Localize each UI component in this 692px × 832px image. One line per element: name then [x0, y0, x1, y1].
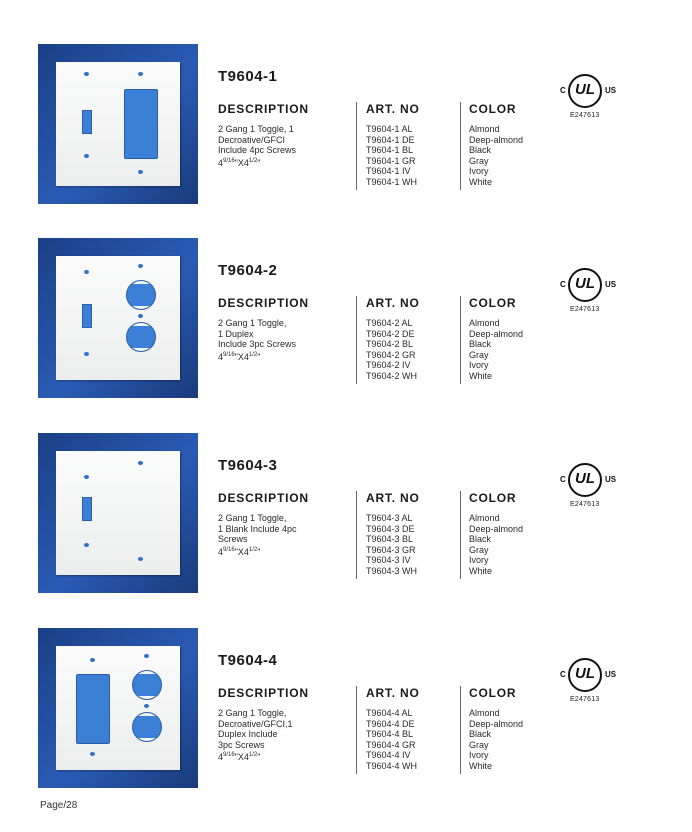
art-no-item: T9604-1 WH — [366, 176, 418, 187]
screw-hole — [90, 658, 95, 662]
duplex-outlet-cutout — [132, 712, 162, 742]
art-no-item: T9604-4 WH — [366, 760, 418, 771]
color-item: Gray — [469, 155, 489, 166]
description-header: DESCRIPTION — [218, 491, 309, 505]
screw-hole — [84, 72, 89, 76]
color-item: Deep-almond — [469, 523, 524, 534]
color-item: Gray — [469, 349, 489, 360]
art-no-item: T9604-1 IV — [366, 166, 411, 177]
art-no-header: ART. NO — [366, 296, 420, 310]
toggle-cutout — [82, 497, 92, 521]
model-number: T9604-1 — [218, 68, 278, 85]
divider — [460, 491, 461, 579]
description-line: 2 Gang 1 Toggle, — [218, 513, 287, 523]
color-item: White — [469, 760, 493, 771]
color-item: Deep-almond — [469, 328, 524, 339]
size-line: $4^{9/16}"X4^{1/2}$" — [218, 351, 261, 362]
ul-c-mark: C — [560, 86, 566, 95]
description-text — [218, 708, 348, 763]
color-item: Ivory — [469, 166, 489, 177]
art-no-item: T9604-3 IV — [366, 555, 411, 566]
toggle-cutout — [82, 110, 92, 134]
product-t9604-2 — [0, 238, 692, 398]
art-no-item: T9604-2 WH — [366, 370, 418, 381]
description-text — [218, 513, 348, 557]
art-no-item: T9604-4 GR — [366, 739, 416, 750]
art-no-item: T9604-3 AL — [366, 513, 413, 523]
art-no-item: T9604-3 DE — [366, 523, 415, 534]
description-line: 2 Gang 1 Toggle, 1 — [218, 124, 294, 134]
description-line: 3pc Screws — [218, 739, 265, 750]
art-no-item: T9604-3 BL — [366, 534, 414, 545]
art-no-list — [366, 513, 417, 577]
product-photo — [38, 433, 198, 593]
screw-hole — [138, 557, 143, 561]
color-item: Deep-almond — [469, 718, 524, 729]
color-header: COLOR — [469, 491, 517, 505]
screw-hole — [138, 314, 143, 318]
art-no-header: ART. NO — [366, 686, 420, 700]
product-t9604-1 — [0, 44, 692, 204]
color-item: Ivory — [469, 750, 489, 761]
description-line: Screws — [218, 534, 248, 545]
description-line: 2 Gang 1 Toggle, — [218, 708, 287, 718]
art-no-item: T9604-3 GR — [366, 544, 416, 555]
screw-hole — [84, 352, 89, 356]
description-line: Duplex Include — [218, 729, 278, 740]
screw-hole — [144, 704, 149, 708]
description-header: DESCRIPTION — [218, 296, 309, 310]
color-header: COLOR — [469, 686, 517, 700]
page-number: Page/28 — [40, 800, 78, 811]
duplex-outlet-cutout — [126, 322, 156, 352]
color-item: Black — [469, 534, 492, 545]
screw-hole — [84, 475, 89, 479]
screw-hole — [84, 154, 89, 158]
art-no-item: T9604-4 BL — [366, 729, 414, 740]
decora-cutout — [76, 674, 110, 744]
color-item: Almond — [469, 708, 500, 718]
color-item: Almond — [469, 513, 500, 523]
wall-plate-image — [56, 256, 180, 380]
art-no-item: T9604-2 IV — [366, 360, 411, 371]
description-header: DESCRIPTION — [218, 102, 309, 116]
screw-hole — [84, 270, 89, 274]
color-item: Deep-almond — [469, 134, 524, 145]
size-line: $4^{9/16}"X4^{1/2}$" — [218, 546, 261, 557]
ul-certification-logo — [560, 74, 618, 126]
ul-c-mark: C — [560, 670, 566, 679]
description-line: 1 Duplex — [218, 328, 254, 339]
color-item: White — [469, 176, 493, 187]
color-list — [469, 513, 523, 577]
art-no-list — [366, 124, 417, 188]
art-no-item: T9604-4 DE — [366, 718, 415, 729]
ul-mark: UL — [575, 81, 595, 98]
description-text — [218, 318, 348, 362]
art-no-item: T9604-1 GR — [366, 155, 416, 166]
art-no-item: T9604-4 AL — [366, 708, 413, 718]
divider — [460, 296, 461, 384]
screw-hole — [138, 264, 143, 268]
description-line: Include 4pc Screws — [218, 145, 297, 156]
description-line: Decroative/GFCI — [218, 134, 286, 145]
art-no-item: T9604-1 BL — [366, 145, 414, 156]
model-number: T9604-2 — [218, 262, 278, 279]
color-item: Black — [469, 729, 492, 740]
color-list — [469, 708, 523, 772]
color-list — [469, 318, 523, 382]
screw-hole — [90, 752, 95, 756]
ul-c-mark: C — [560, 280, 566, 289]
art-no-item: T9604-2 DE — [366, 328, 415, 339]
product-t9604-4 — [0, 628, 692, 788]
description-header: DESCRIPTION — [218, 686, 309, 700]
color-item: Black — [469, 145, 492, 156]
art-no-item: T9604-2 BL — [366, 339, 414, 350]
art-no-header: ART. NO — [366, 102, 420, 116]
color-item: Gray — [469, 739, 489, 750]
screw-hole — [138, 72, 143, 76]
screw-hole — [144, 654, 149, 658]
screw-hole — [84, 543, 89, 547]
art-no-item: T9604-2 GR — [366, 349, 416, 360]
ul-mark: UL — [575, 275, 595, 292]
ul-us-mark: US — [605, 670, 617, 679]
model-number: T9604-3 — [218, 457, 278, 474]
toggle-cutout — [82, 304, 92, 328]
product-photo — [38, 628, 198, 788]
color-item: White — [469, 565, 493, 576]
ul-mark: UL — [575, 665, 595, 682]
ul-certification-logo — [560, 463, 618, 515]
product-photo — [38, 238, 198, 398]
divider — [356, 491, 357, 579]
ul-us-mark: US — [605, 280, 617, 289]
size-line: $4^{9/16}"X4^{1/2}$" — [218, 752, 261, 763]
ul-us-mark: US — [605, 86, 617, 95]
color-item: Black — [469, 339, 492, 350]
wall-plate-image — [56, 62, 180, 186]
decora-cutout — [124, 89, 158, 159]
divider — [356, 102, 357, 190]
model-number: T9604-4 — [218, 652, 278, 669]
ul-us-mark: US — [605, 475, 617, 484]
divider — [460, 102, 461, 190]
description-line: 2 Gang 1 Toggle, — [218, 318, 287, 328]
product-photo — [38, 44, 198, 204]
color-header: COLOR — [469, 296, 517, 310]
color-list — [469, 124, 523, 188]
wall-plate-image — [56, 646, 180, 770]
art-no-list — [366, 708, 417, 772]
color-item: Almond — [469, 318, 500, 328]
color-item: Ivory — [469, 555, 489, 566]
ul-c-mark: C — [560, 475, 566, 484]
description-line: Decroative/GFCI,1 — [218, 718, 293, 729]
ul-file-number: E247613 — [570, 112, 600, 119]
art-no-item: T9604-2 AL — [366, 318, 413, 328]
art-no-item: T9604-3 WH — [366, 565, 418, 576]
art-no-list — [366, 318, 417, 382]
color-item: White — [469, 370, 493, 381]
color-item: Ivory — [469, 360, 489, 371]
color-item: Gray — [469, 544, 489, 555]
ul-file-number: E247613 — [570, 306, 600, 313]
divider — [356, 296, 357, 384]
duplex-outlet-cutout — [132, 670, 162, 700]
screw-hole — [138, 170, 143, 174]
art-no-header: ART. NO — [366, 491, 420, 505]
duplex-outlet-cutout — [126, 280, 156, 310]
ul-file-number: E247613 — [570, 501, 600, 508]
ul-certification-logo — [560, 268, 618, 320]
description-text — [218, 124, 348, 168]
ul-certification-logo — [560, 658, 618, 710]
art-no-item: T9604-1 DE — [366, 134, 415, 145]
description-line: Include 3pc Screws — [218, 339, 297, 350]
screw-hole — [138, 461, 143, 465]
size-line: $4^{9/16}"X4^{1/2}$" — [218, 157, 261, 168]
color-header: COLOR — [469, 102, 517, 116]
divider — [356, 686, 357, 774]
description-line: 1 Blank Include 4pc — [218, 523, 297, 534]
art-no-item: T9604-4 IV — [366, 750, 411, 761]
ul-file-number: E247613 — [570, 696, 600, 703]
divider — [460, 686, 461, 774]
product-t9604-3 — [0, 433, 692, 593]
wall-plate-image — [56, 451, 180, 575]
ul-mark: UL — [575, 470, 595, 487]
art-no-item: T9604-1 AL — [366, 124, 413, 134]
color-item: Almond — [469, 124, 500, 134]
